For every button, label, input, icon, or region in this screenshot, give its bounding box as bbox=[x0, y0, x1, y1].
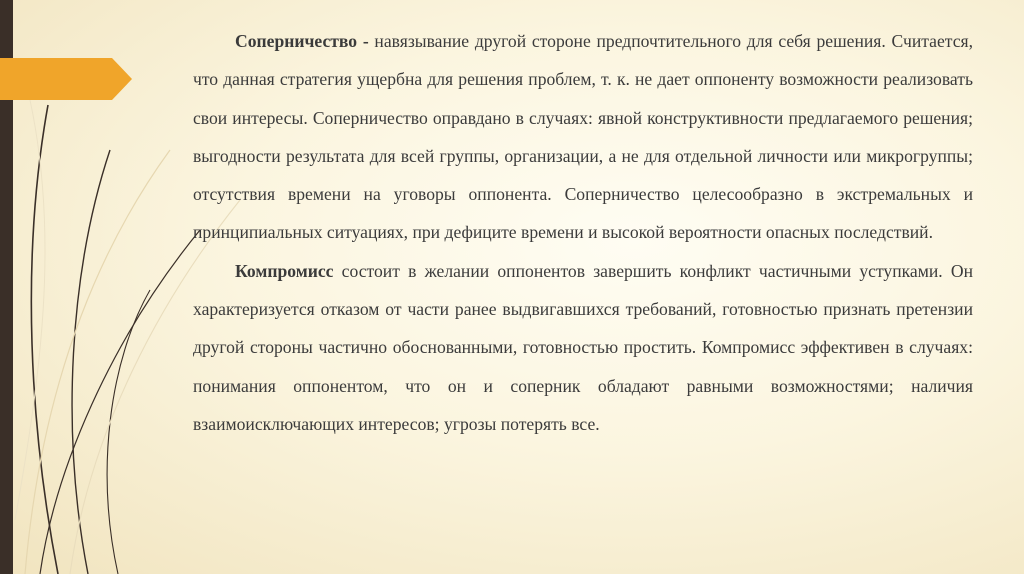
paragraph-compromise bbox=[193, 252, 973, 443]
paragraph-competition bbox=[193, 22, 973, 252]
term-compromise: Компромисс bbox=[235, 260, 334, 281]
orange-arrow-tab bbox=[0, 58, 132, 100]
paragraph-competition-text: навязывание другой стороне предпочтительного для себя решения. Считается, что данная стратегия ущербна для решения проблем, т. к. не дает оппоненту возможности реализовать свои интересы. Соперничество оправдано в случаях: явной конструктивности предлагаемого решения; выгодности результата для всей группы, организации, а не для отдельной личности или микрогруппы; отсутствия времени на уговоры оппонента. Соперничество целесообразно в экстремальных и принципиальных ситуациях, при дефиците времени и высокой вероятности опасных последствий. bbox=[193, 31, 974, 243]
paragraph-compromise-text: состоит в желании оппонентов завершить конфликт частичными уступками. Он характеризуется отказом от части ранее выдвигавшихся требований, готовностью признать претензии другой стороны частично обоснованными, готовностью простить. Компромисс эффективен в случаях: понимания оппонентом, что он и соперник обладают равными возможностями; наличия взаимоисключающих интересов; угрозы потерять все. bbox=[193, 260, 973, 434]
term-competition: Соперничество - bbox=[235, 31, 369, 51]
text-content bbox=[193, 22, 973, 443]
